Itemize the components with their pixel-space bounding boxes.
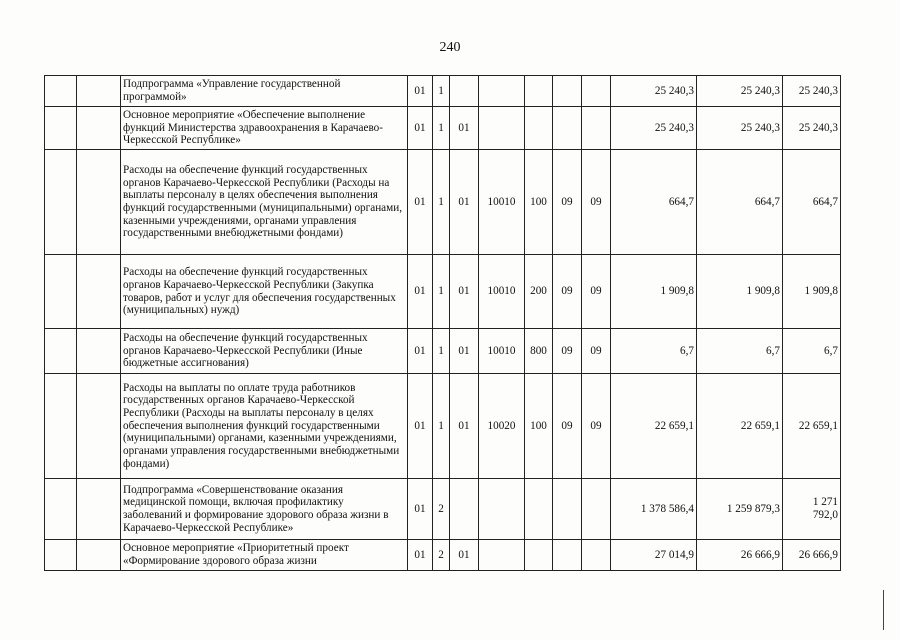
empty-cell [77, 329, 121, 374]
code-cell: 01 [450, 150, 479, 255]
amount-cell: 22 659,1 [697, 374, 783, 479]
code-cell: 10010 [479, 255, 525, 329]
code-cell: 09 [582, 374, 611, 479]
amount-cell: 6,7 [611, 329, 697, 374]
code-cell [525, 479, 553, 540]
empty-cell [77, 479, 121, 540]
empty-cell [45, 540, 77, 571]
code-cell: 09 [553, 329, 582, 374]
amount-cell: 26 666,9 [697, 540, 783, 571]
empty-cell [45, 150, 77, 255]
code-cell: 01 [408, 540, 433, 571]
row-name: Расходы на выплаты по оплате труда работников государственных органов Карачаево-Черкесской Республики (Расходы на выплаты персоналу в целях обеспечения выполнения функций государственными (муниципальными) органами, казенными учреждениями, органами управления государственными внебюджетными фондами) [121, 374, 408, 479]
code-cell [479, 479, 525, 540]
amount-cell: 25 240,3 [611, 76, 697, 107]
empty-cell [45, 255, 77, 329]
code-cell [450, 76, 479, 107]
code-cell [582, 540, 611, 571]
code-cell: 01 [408, 374, 433, 479]
empty-cell [77, 107, 121, 150]
row-name: Расходы на обеспечение функций государственных органов Карачаево-Черкесской Республики (Закупка товаров, работ и услуг для обеспечения государственных (муниципальных) нужд) [121, 255, 408, 329]
code-cell: 100 [525, 374, 553, 479]
table-row [45, 479, 841, 540]
code-cell: 01 [450, 374, 479, 479]
amount-cell: 1 271 792,0 [783, 479, 841, 540]
table-row [45, 329, 841, 374]
code-cell [479, 76, 525, 107]
row-name: Подпрограмма «Управление государственной программой» [121, 76, 408, 107]
code-cell: 09 [582, 329, 611, 374]
amount-cell: 6,7 [697, 329, 783, 374]
amount-cell: 1 909,8 [783, 255, 841, 329]
budget-table [44, 75, 841, 571]
code-cell: 10020 [479, 374, 525, 479]
empty-cell [45, 374, 77, 479]
table-row [45, 76, 841, 107]
amount-cell: 1 909,8 [611, 255, 697, 329]
row-name: Основное мероприятие «Приоритетный проект «Формирование здорового образа жизни [121, 540, 408, 571]
code-cell: 2 [433, 540, 450, 571]
code-cell: 1 [433, 76, 450, 107]
code-cell [553, 479, 582, 540]
empty-cell [77, 76, 121, 107]
code-cell: 09 [553, 374, 582, 479]
code-cell [582, 76, 611, 107]
code-cell: 01 [450, 107, 479, 150]
table-row [45, 150, 841, 255]
table-row [45, 255, 841, 329]
code-cell: 01 [408, 329, 433, 374]
code-cell [450, 479, 479, 540]
amount-cell: 664,7 [697, 150, 783, 255]
code-cell [582, 107, 611, 150]
table-row [45, 540, 841, 571]
amount-cell: 27 014,9 [611, 540, 697, 571]
row-name: Расходы на обеспечение функций государственных органов Карачаево-Черкесской Республики (Иные бюджетные ассигнования) [121, 329, 408, 374]
amount-cell: 25 240,3 [697, 107, 783, 150]
code-cell [553, 107, 582, 150]
code-cell: 01 [450, 329, 479, 374]
code-cell: 800 [525, 329, 553, 374]
amount-cell: 1 259 879,3 [697, 479, 783, 540]
amount-cell: 25 240,3 [783, 76, 841, 107]
empty-cell [77, 540, 121, 571]
code-cell [479, 107, 525, 150]
code-cell: 1 [433, 374, 450, 479]
empty-cell [77, 150, 121, 255]
code-cell [553, 76, 582, 107]
code-cell [525, 540, 553, 571]
empty-cell [45, 107, 77, 150]
amount-cell: 1 378 586,4 [611, 479, 697, 540]
code-cell [525, 76, 553, 107]
code-cell: 200 [525, 255, 553, 329]
code-cell: 10010 [479, 150, 525, 255]
code-cell: 2 [433, 479, 450, 540]
code-cell [582, 479, 611, 540]
empty-cell [77, 255, 121, 329]
row-name: Подпрограмма «Совершенствование оказания медицинской помощи, включая профилактику заболеваний и формирование здорового образа жизни в Карачаево-Черкесской Республике» [121, 479, 408, 540]
amount-cell: 25 240,3 [783, 107, 841, 150]
scan-edge-mark [883, 590, 884, 630]
code-cell: 01 [450, 540, 479, 571]
code-cell: 01 [408, 107, 433, 150]
amount-cell: 26 666,9 [783, 540, 841, 571]
amount-cell: 1 909,8 [697, 255, 783, 329]
code-cell: 01 [408, 479, 433, 540]
amount-cell: 22 659,1 [611, 374, 697, 479]
code-cell: 09 [582, 255, 611, 329]
row-name: Расходы на обеспечение функций государственных органов Карачаево-Черкесской Республики (Расходы на выплаты персоналу в целях обеспечения выполнения функций государственными (муниципальными) органами, казенными учреждениями, органами управления государственными внебюджетными фондами) [121, 150, 408, 255]
empty-cell [45, 329, 77, 374]
code-cell: 1 [433, 150, 450, 255]
empty-cell [45, 76, 77, 107]
page-number: 240 [439, 40, 461, 55]
code-cell: 01 [408, 255, 433, 329]
code-cell: 100 [525, 150, 553, 255]
code-cell: 1 [433, 107, 450, 150]
amount-cell: 664,7 [783, 150, 841, 255]
row-name: Основное мероприятие «Обеспечение выполнение функций Министерства здравоохранения в Карачаево-Черкесской Республике» [121, 107, 408, 150]
empty-cell [45, 479, 77, 540]
amount-cell: 664,7 [611, 150, 697, 255]
empty-cell [77, 374, 121, 479]
code-cell: 09 [553, 255, 582, 329]
code-cell: 09 [553, 150, 582, 255]
amount-cell: 22 659,1 [783, 374, 841, 479]
code-cell: 1 [433, 329, 450, 374]
code-cell: 01 [408, 76, 433, 107]
code-cell [525, 107, 553, 150]
code-cell [479, 540, 525, 571]
amount-cell: 25 240,3 [697, 76, 783, 107]
table-row [45, 107, 841, 150]
table-row [45, 374, 841, 479]
code-cell: 1 [433, 255, 450, 329]
code-cell: 01 [450, 255, 479, 329]
code-cell: 09 [582, 150, 611, 255]
amount-cell: 6,7 [783, 329, 841, 374]
code-cell: 01 [408, 150, 433, 255]
code-cell: 10010 [479, 329, 525, 374]
amount-cell: 25 240,3 [611, 107, 697, 150]
code-cell [553, 540, 582, 571]
